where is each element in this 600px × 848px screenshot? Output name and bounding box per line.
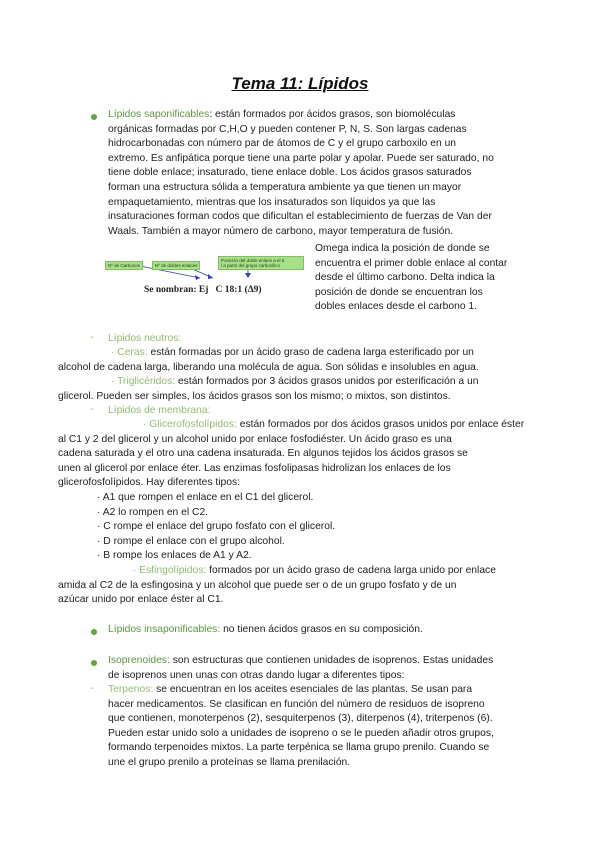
- membrana-heading: Lípidos de membrana:: [108, 405, 211, 416]
- ceras-paragraph: · Ceras: están formadas por un ácido graso de cadena larga esterificado por un alcohol de cadena larga, liberando una molécula de agua. Son sólidas e insolubles en agua.: [58, 347, 479, 373]
- saponificables-label: Lípidos saponificables: [108, 109, 210, 120]
- double-bond-count-box: Nº de dobles enlaces: [152, 261, 200, 270]
- page-title: Tema 11: Lípidos: [231, 74, 369, 93]
- trigliceridos-label: · Triglicéridos:: [111, 376, 176, 387]
- list-item: · A2 lo rompen en el C2.: [97, 506, 209, 518]
- ceras-label: · Ceras:: [111, 347, 148, 358]
- carbon-count-box: Nº de Carbonos: [105, 261, 143, 270]
- fosfolipasa-types-list: [97, 491, 335, 564]
- bullet-icon: [91, 660, 97, 666]
- dash-marker: -: [90, 683, 94, 694]
- bullet-icon: [91, 629, 97, 635]
- terpenos-paragraph: Terpenos: se encuentran en los aceites esenciales de las plantas. Se usan para hacer medicamentos. Se clasifican en función del número de residuos de isopreno que contienen, monoterpenos (2), sesquiterpenos (3), diterpenos (4), triterpenos (6). Pueden estar unido solo a unidades de isopreno o se le pueden añadir otros grupos, formando terpenoides mixtos. La parte terpénica se llama grupo prenilo. Cuando se une el grupo prenilo a proteínas se llama prenilación.: [108, 684, 494, 768]
- terpenos-label: Terpenos:: [108, 684, 154, 695]
- omega-delta-explanation: Omega indica la posición de donde se encuentra el primer doble enlace al contar desde el último carbono. Delta indica la posición de donde se encuentran los dobles enlaces desde el carbono 1.: [315, 243, 508, 313]
- esfingolipidos-paragraph: · Esfingolípidos: formados por un ácido graso de cadena larga unido por enlace amida al C2 de la esfingosina y un alcohol que puede ser o de un grupo fosfato y de un azúcar unido por enlace éster al C1.: [58, 565, 496, 606]
- glicerofosfolipidos-paragraph: · Glicerofosfolípidos: están formados por dos ácidos grasos unidos por enlace éster al C1 y 2 del glicerol y un alcohol unido por enlace fosfodiéster. Un ácido graso es una cadena saturada y el otro una cadena insaturada. En algunos tejidos los ácidos grasos se unen al glicerol por enlace éter. Las enzimas fosfolipasas hidrolizan los enlaces de los glicerofosfolípidos. Hay diferentes tipos:: [58, 419, 525, 489]
- bullet-icon: [91, 114, 97, 120]
- neutros-heading: Lípidos neutros:: [108, 333, 182, 344]
- saponificables-paragraph: Lípidos saponificables: están formados por ácidos grasos, son biomoléculas orgánicas formadas por C,H,O y pueden contener P, N, S. Son largas cadenas hidrocarbonadas con número par de átomos de C y el grupo carboxilo en un extremo. Es anfipática porque tiene una parte polar y apolar. Puede ser saturado, no tiene doble enlace; insaturado, tiene enlace doble. Los ácidos grasos saturados forman una estructura sólida a temperatura ambiente ya que tienen un mayor empaquetamiento, mientras que los insaturados son líquidos ya que las insaturaciones forman codos que dificultan el establecimiento de fuerzas de Van der Waals. También a mayor número de carbono, mayor temperatura de fusión.: [108, 109, 494, 237]
- dash-marker: -: [90, 332, 94, 343]
- fatty-acid-naming-diagram: [100, 252, 310, 302]
- insaponificables-label: Lípidos insaponificables:: [108, 624, 221, 635]
- isoprenoides-paragraph: Isoprenoides: son estructuras que contienen unidades de isoprenos. Estas unidades de isoprenos unen unas con otras dando lugar a diferentes tipos:: [108, 655, 494, 681]
- glicerofosfolipidos-label: · Glicerofosfolípidos:: [143, 419, 237, 430]
- list-item: · B rompe los enlaces de A1 y A2.: [97, 550, 252, 562]
- list-item: · A1 que rompen el enlace en el C1 del glicerol.: [97, 492, 314, 503]
- esfingolipidos-label: · Esfingolípidos:: [133, 565, 207, 576]
- dash-marker: -: [90, 404, 94, 415]
- naming-formula: Se nombran: Ej C 18:1 (Δ9): [144, 285, 262, 295]
- double-bond-position-box: Posición del doble enlace a el 6 l a partir del grupo carboxílico: [218, 256, 304, 270]
- insaponificables-paragraph: Lípidos insaponificables: no tienen ácidos grasos en su composición.: [108, 624, 423, 635]
- list-item: · C rompe el enlace del grupo fosfato con el glicerol.: [97, 521, 336, 533]
- isoprenoides-label: Isoprenoides:: [108, 655, 170, 666]
- trigliceridos-paragraph: · Triglicéridos: están formados por 3 ácidos grasos unidos por esterificación a un glicerol. Pueden ser simples, los ácidos grasos son los mismo; o mixtos, son distintos.: [58, 376, 479, 402]
- list-item: · D rompe el enlace con el grupo alcohol.: [97, 535, 285, 547]
